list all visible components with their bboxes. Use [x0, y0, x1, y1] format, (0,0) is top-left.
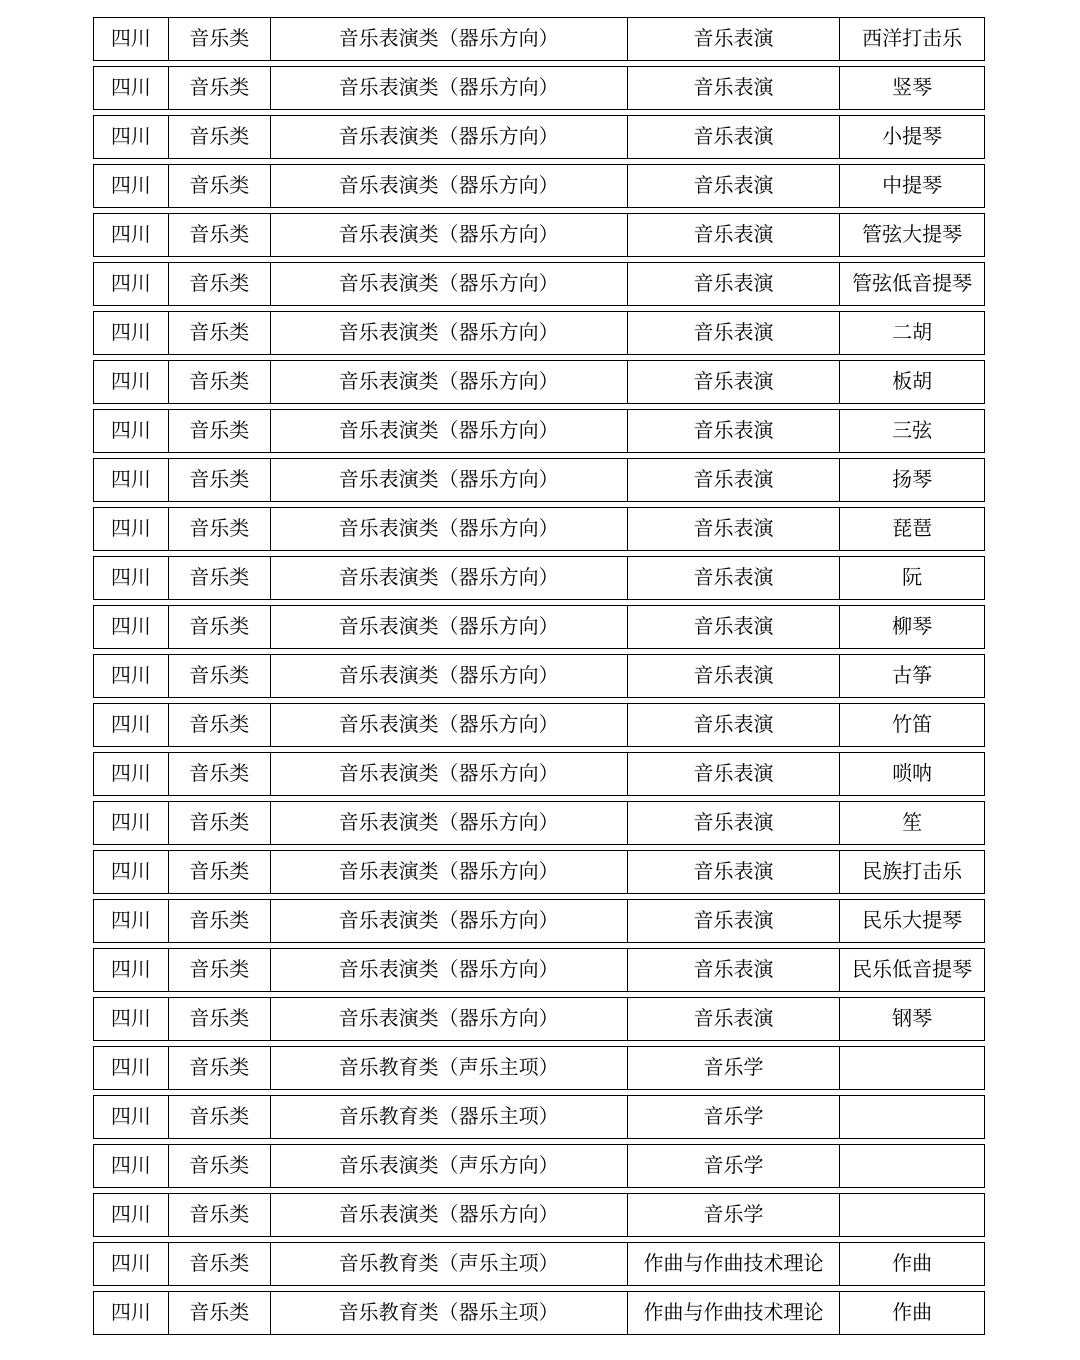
table-row [93, 1242, 985, 1286]
table-cell: 音乐教育类（声乐主项） [271, 1243, 628, 1285]
table-cell: 四川 [94, 949, 169, 991]
table-cell: 四川 [94, 18, 169, 60]
table-cell: 管弦低音提琴 [852, 273, 973, 295]
table-cell: 音乐类 [169, 998, 271, 1040]
table-row [93, 115, 985, 159]
table-cell: 四川 [94, 753, 169, 795]
table-cell: 音乐教育类（声乐主项） [271, 1047, 628, 1089]
table-cell: 音乐类 [169, 18, 271, 60]
table-cell: 音乐表演 [628, 949, 841, 991]
table-cell: 四川 [94, 459, 169, 501]
table-cell: 柳琴 [892, 616, 933, 638]
table-row [93, 1144, 985, 1188]
table-cell: 竹笛 [892, 714, 933, 736]
table-cell: 音乐类 [169, 214, 271, 256]
table-row [93, 66, 985, 110]
table-cell: 音乐类 [169, 704, 271, 746]
table-cell: 音乐表演类（器乐方向） [271, 214, 628, 256]
table-cell: 四川 [94, 214, 169, 256]
table-cell: 音乐表演 [628, 851, 841, 893]
table-cell: 音乐表演类（器乐方向） [271, 165, 628, 207]
table-row [93, 899, 985, 943]
table-cell: 音乐表演 [628, 410, 841, 452]
table-row [93, 1291, 985, 1335]
table-cell: 古筝 [892, 665, 933, 687]
table-cell: 音乐类 [169, 1047, 271, 1089]
table-cell: 音乐表演类（器乐方向） [271, 655, 628, 697]
table-cell: 二胡 [892, 322, 933, 344]
table-row [93, 801, 985, 845]
table-cell: 四川 [94, 67, 169, 109]
table-cell: 音乐表演 [628, 459, 841, 501]
table-cell: 音乐表演 [628, 263, 841, 305]
table-cell: 民乐低音提琴 [852, 959, 973, 981]
table-cell: 音乐教育类（器乐主项） [271, 1096, 628, 1138]
table-cell: 音乐表演类（器乐方向） [271, 949, 628, 991]
table-cell: 音乐表演 [628, 606, 841, 648]
table-row [93, 360, 985, 404]
table-cell: 音乐表演类（器乐方向） [271, 753, 628, 795]
table-cell: 四川 [94, 557, 169, 599]
table-cell: 音乐表演 [628, 361, 841, 403]
table-cell: 音乐类 [169, 606, 271, 648]
table-cell: 钢琴 [892, 1008, 933, 1030]
table-cell: 作曲 [892, 1253, 933, 1275]
table-row [93, 262, 985, 306]
table-row [93, 1046, 985, 1090]
table-cell: 四川 [94, 263, 169, 305]
table-cell: 音乐类 [169, 410, 271, 452]
table-cell: 音乐类 [169, 1292, 271, 1334]
table-cell: 音乐表演类（器乐方向） [271, 606, 628, 648]
table-row [93, 556, 985, 600]
table-cell: 音乐表演类（声乐方向） [271, 1145, 628, 1187]
table-cell: 四川 [94, 998, 169, 1040]
table-row [93, 703, 985, 747]
table-cell: 四川 [94, 1047, 169, 1089]
table-cell: 音乐表演类（器乐方向） [271, 900, 628, 942]
table-cell: 唢呐 [892, 763, 933, 785]
table-cell: 四川 [94, 1145, 169, 1187]
table-cell: 音乐学 [628, 1194, 841, 1236]
table-cell: 音乐表演 [628, 165, 841, 207]
table-cell: 西洋打击乐 [862, 28, 963, 50]
table-cell: 四川 [94, 802, 169, 844]
table-cell: 四川 [94, 1096, 169, 1138]
table-cell: 作曲与作曲技术理论 [628, 1243, 841, 1285]
table-cell: 音乐表演类（器乐方向） [271, 508, 628, 550]
table-cell: 音乐类 [169, 67, 271, 109]
table-cell: 音乐表演类（器乐方向） [271, 410, 628, 452]
table-cell: 扬琴 [892, 469, 933, 491]
table-cell [840, 1047, 984, 1089]
table-cell: 音乐类 [169, 459, 271, 501]
table-cell: 音乐表演类（器乐方向） [271, 704, 628, 746]
table-cell: 音乐表演类（器乐方向） [271, 263, 628, 305]
table-cell: 四川 [94, 312, 169, 354]
table-cell: 音乐表演 [628, 753, 841, 795]
table-row [93, 997, 985, 1041]
table-cell: 音乐类 [169, 949, 271, 991]
table-cell: 音乐表演 [628, 704, 841, 746]
table-cell [840, 1194, 984, 1236]
table-cell: 音乐学 [628, 1145, 841, 1187]
table-cell: 小提琴 [882, 126, 943, 148]
table-cell: 四川 [94, 655, 169, 697]
table-cell: 音乐表演类（器乐方向） [271, 312, 628, 354]
table-cell: 音乐表演 [628, 214, 841, 256]
table-cell: 琵琶 [892, 518, 933, 540]
table-row [93, 850, 985, 894]
table-row [93, 17, 985, 61]
admissions-table [93, 17, 985, 1340]
table-cell: 音乐类 [169, 753, 271, 795]
table-cell: 音乐类 [169, 851, 271, 893]
table-cell: 四川 [94, 361, 169, 403]
table-row [93, 948, 985, 992]
table-cell: 板胡 [892, 371, 933, 393]
table-row [93, 458, 985, 502]
table-cell: 音乐表演类（器乐方向） [271, 116, 628, 158]
table-cell: 四川 [94, 165, 169, 207]
table-cell: 音乐表演 [628, 802, 841, 844]
table-cell: 音乐类 [169, 802, 271, 844]
table-row [93, 605, 985, 649]
table-row [93, 1193, 985, 1237]
table-row [93, 311, 985, 355]
table-cell: 音乐类 [169, 1194, 271, 1236]
table-cell: 笙 [902, 812, 923, 834]
table-cell: 音乐类 [169, 1096, 271, 1138]
table-cell: 音乐表演 [628, 655, 841, 697]
table-cell: 音乐类 [169, 116, 271, 158]
table-cell: 音乐学 [628, 1096, 841, 1138]
table-cell: 音乐表演类（器乐方向） [271, 361, 628, 403]
table-cell: 音乐表演类（器乐方向） [271, 851, 628, 893]
table-cell: 阮 [902, 567, 923, 589]
table-cell: 音乐类 [169, 361, 271, 403]
table-cell: 音乐表演 [628, 557, 841, 599]
table-row [93, 213, 985, 257]
table-cell: 音乐表演 [628, 116, 841, 158]
table-cell: 音乐类 [169, 1145, 271, 1187]
table-cell: 四川 [94, 1292, 169, 1334]
table-cell: 音乐表演类（器乐方向） [271, 18, 628, 60]
table-cell: 音乐教育类（器乐主项） [271, 1292, 628, 1334]
table-cell: 音乐类 [169, 900, 271, 942]
table-cell: 音乐类 [169, 508, 271, 550]
table-cell: 音乐表演类（器乐方向） [271, 459, 628, 501]
table-cell: 音乐表演 [628, 508, 841, 550]
table-cell: 音乐类 [169, 655, 271, 697]
table-cell: 音乐表演 [628, 900, 841, 942]
table-cell: 作曲与作曲技术理论 [628, 1292, 841, 1334]
table-row [93, 654, 985, 698]
table-row [93, 752, 985, 796]
table-cell: 竖琴 [892, 77, 933, 99]
table-cell: 音乐表演 [628, 998, 841, 1040]
table-cell: 四川 [94, 606, 169, 648]
table-row [93, 164, 985, 208]
table-cell: 音乐学 [628, 1047, 841, 1089]
table-cell: 中提琴 [882, 175, 943, 197]
table-cell: 作曲 [892, 1302, 933, 1324]
table-cell: 音乐类 [169, 557, 271, 599]
table-cell: 四川 [94, 851, 169, 893]
table-cell: 音乐表演类（器乐方向） [271, 1194, 628, 1236]
table-cell: 音乐表演 [628, 18, 841, 60]
table-cell: 民乐大提琴 [862, 910, 963, 932]
table-cell: 音乐表演 [628, 312, 841, 354]
table-cell: 音乐表演类（器乐方向） [271, 802, 628, 844]
table-cell: 音乐表演类（器乐方向） [271, 67, 628, 109]
table-cell: 管弦大提琴 [862, 224, 963, 246]
table-cell: 音乐类 [169, 263, 271, 305]
table-cell: 音乐类 [169, 312, 271, 354]
table-cell: 民族打击乐 [862, 861, 963, 883]
table-row [93, 507, 985, 551]
table-cell: 四川 [94, 1243, 169, 1285]
table-cell: 四川 [94, 116, 169, 158]
table-cell: 三弦 [892, 420, 933, 442]
table-cell: 音乐类 [169, 165, 271, 207]
table-row [93, 409, 985, 453]
table-cell: 四川 [94, 1194, 169, 1236]
table-cell: 四川 [94, 704, 169, 746]
table-row [93, 1095, 985, 1139]
table-cell: 四川 [94, 410, 169, 452]
table-cell: 音乐表演类（器乐方向） [271, 998, 628, 1040]
table-cell [840, 1096, 984, 1138]
table-cell: 四川 [94, 508, 169, 550]
table-cell: 音乐表演类（器乐方向） [271, 557, 628, 599]
table-cell: 音乐表演 [628, 67, 841, 109]
table-cell [840, 1145, 984, 1187]
table-cell: 四川 [94, 900, 169, 942]
table-cell: 音乐类 [169, 1243, 271, 1285]
